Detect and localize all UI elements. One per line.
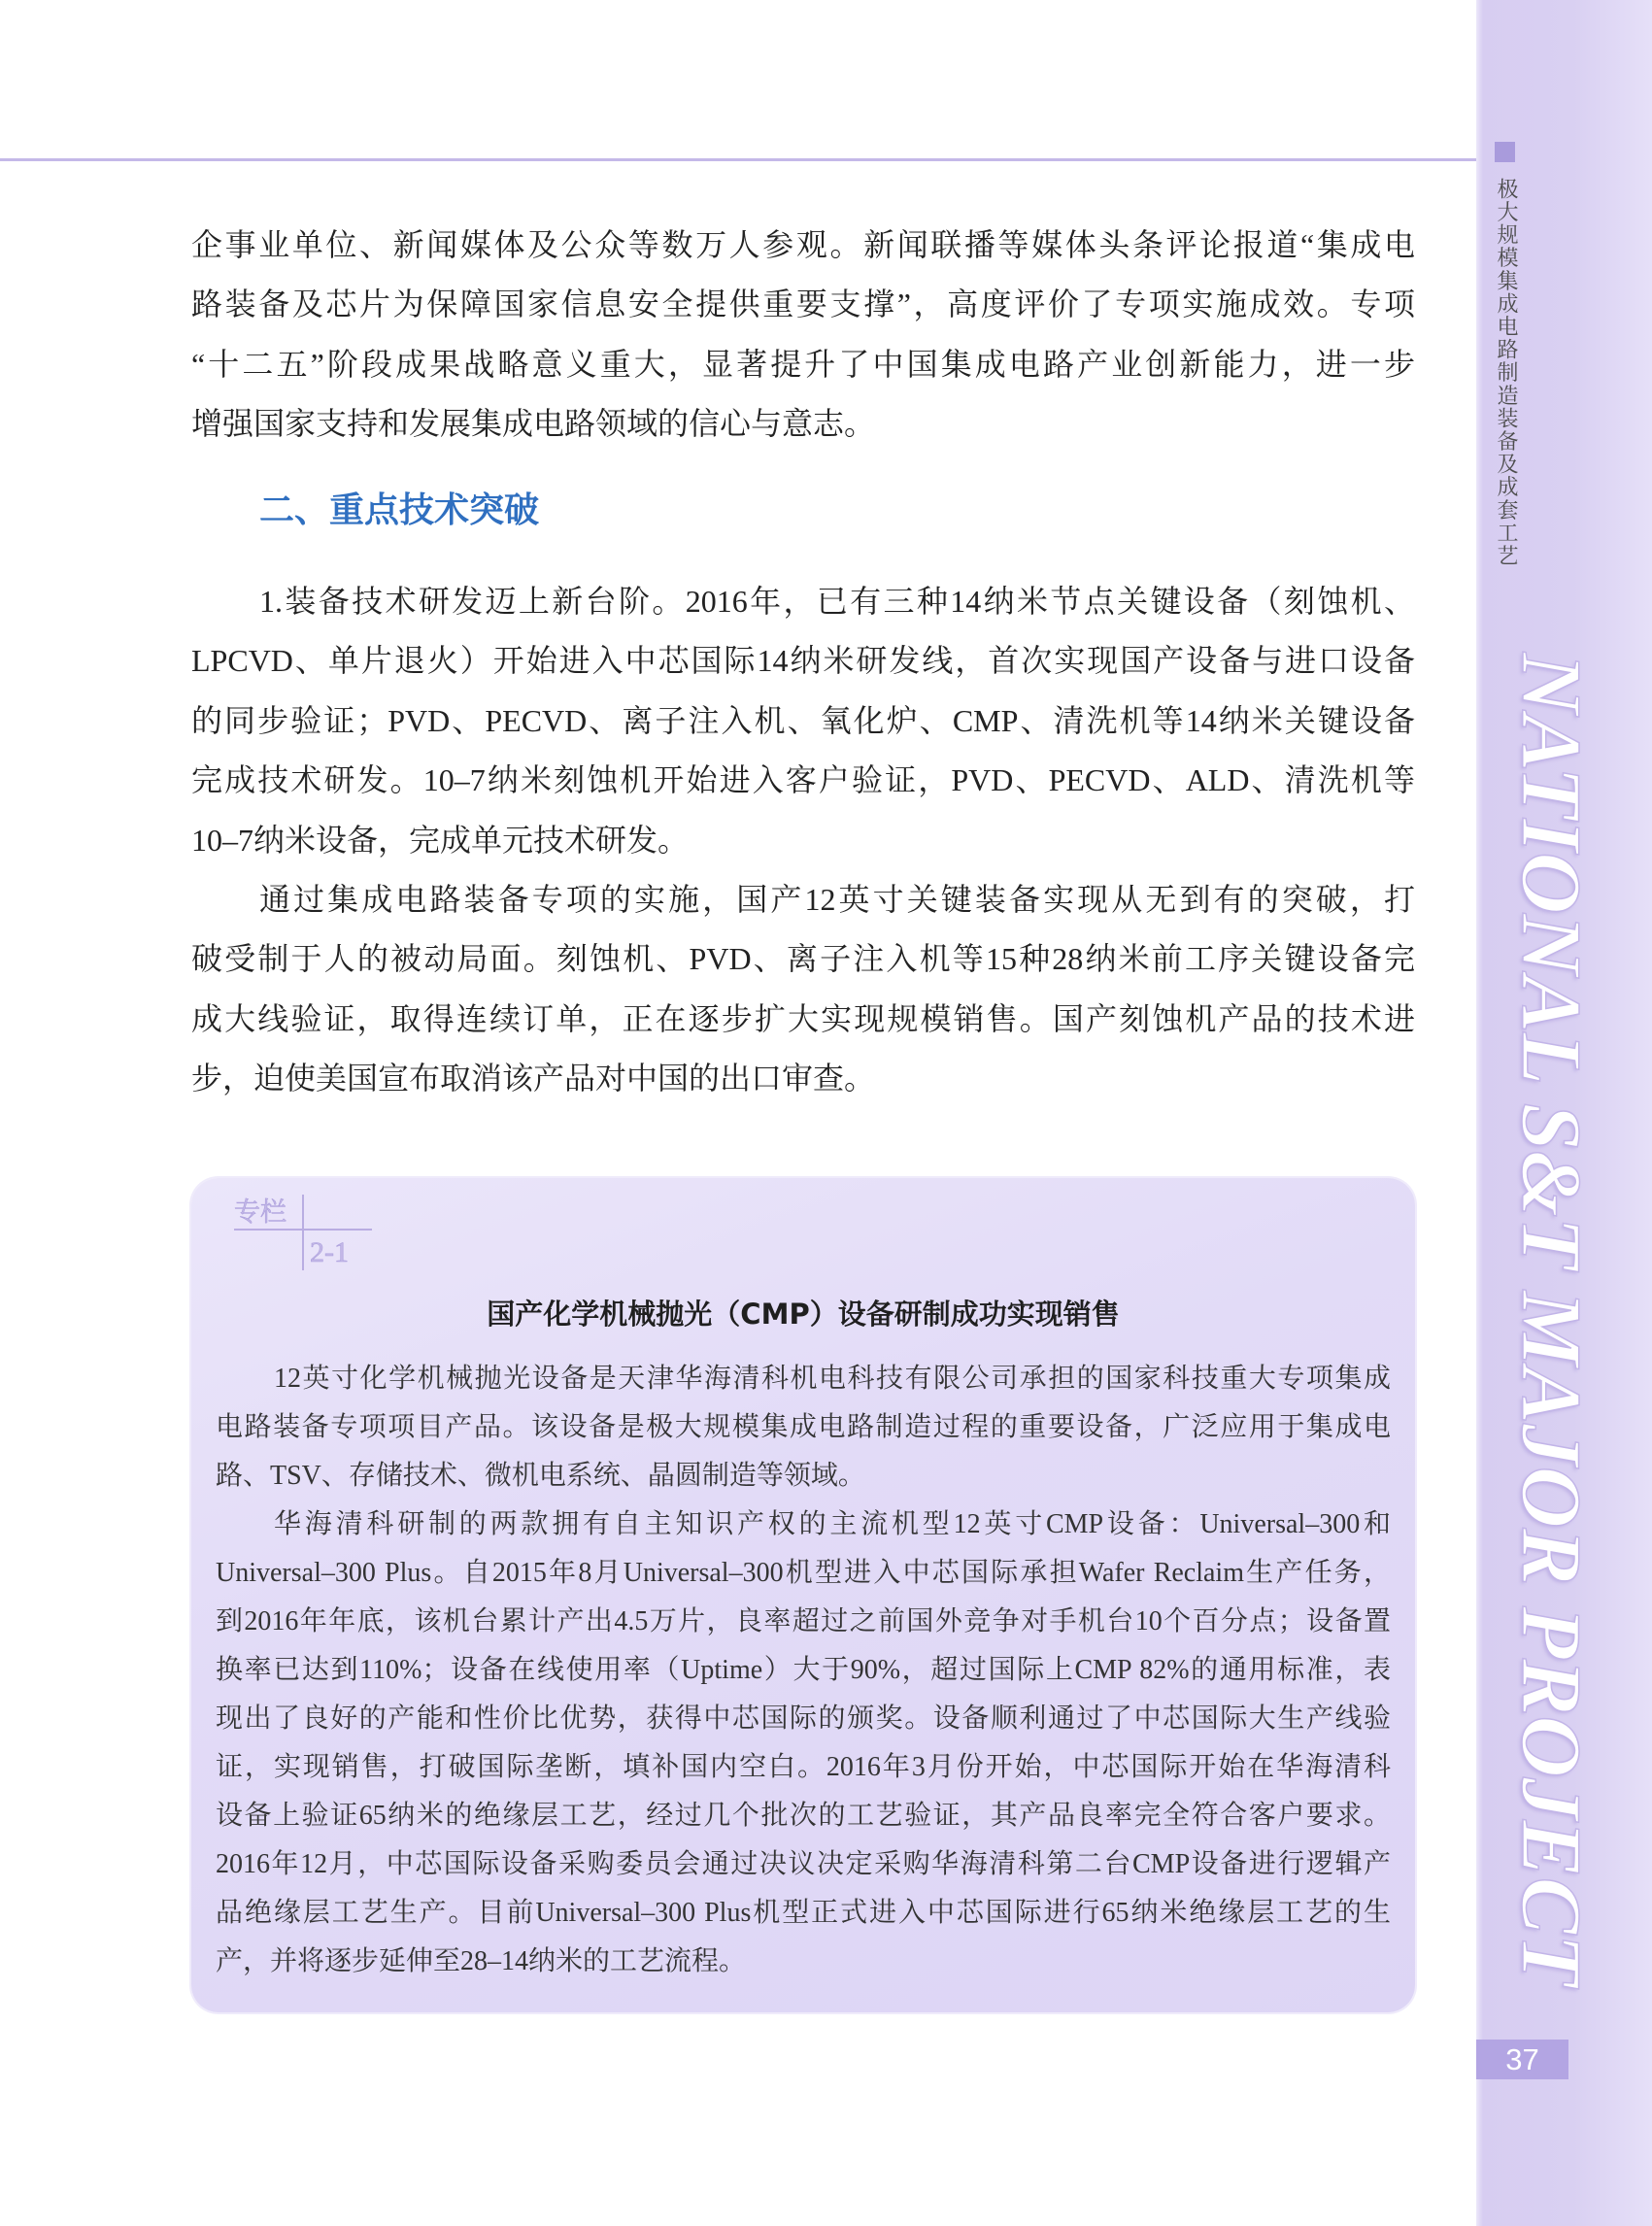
body-paragraphs: [191, 572, 1415, 1109]
text-line: 华海清科研制的两款拥有自主知识产权的主流机型12英寸CMP设备：Universal–300和: [274, 1509, 1391, 1539]
text-line: 证，实现销售，打破国际垄断，填补国内空白。2016年3月份开始，中芯国际开始在华海清科: [216, 1752, 1391, 1782]
text-line: 步，迫使美国宣布取消该产品对中国的出口审查。: [191, 1061, 876, 1096]
page-number: 37: [1476, 2040, 1568, 2079]
sidebar-marker-square: [1495, 142, 1515, 162]
feature-box-text: [216, 1355, 1391, 1986]
text-line: 成大线验证，取得连续订单，正在逐步扩大实现规模销售。国产刻蚀机产品的技术进: [191, 1000, 1415, 1036]
text-line: 2016年12月，中芯国际设备采购委员会通过决议决定采购华海清科第二台CMP设备进行逻辑产: [216, 1849, 1391, 1879]
text-line: 完成技术研发。10–7纳米刻蚀机开始进入客户验证，PVD、PECVD、ALD、清洗机等: [191, 762, 1415, 798]
text-line: 到2016年年底，该机台累计产出4.5万片，良率超过之前国外竞争对手机台10个百分点；设备置: [216, 1606, 1391, 1636]
header-rule: [0, 158, 1476, 161]
text-line: LPCVD、单片退火）开始进入中芯国际14纳米研发线，首次实现国产设备与进口设备: [191, 643, 1415, 679]
text-line: Universal–300 Plus。自2015年8月Universal–300机型进入中芯国际承担Wafer Reclaim生产任务，: [216, 1558, 1391, 1588]
series-title-vertical: 极大规模集成电路制造装备及成套工艺: [1494, 178, 1518, 568]
text-line: 1.装备技术研发迈上新台阶。2016年，已有三种14纳米节点关键设备（刻蚀机、: [259, 584, 1415, 619]
text-line: 现出了良好的产能和性价比优势，获得中芯国际的颁奖。设备顺利通过了中芯国际大生产线验: [216, 1703, 1391, 1734]
feature-box-number: 2-1: [310, 1236, 349, 1268]
text-line: 路装备及芯片为保障国家信息安全提供重要支撑”，高度评价了专项实施成效。专项: [191, 287, 1415, 322]
text-line: 的同步验证；PVD、PECVD、离子注入机、氧化炉、CMP、清洗机等14纳米关键设备: [191, 702, 1415, 738]
text-line: 路、TSV、存储技术、微机电系统、晶圆制造等领域。: [216, 1461, 865, 1491]
project-title-vertical: NATIONAL S&T MAJOR PROJECT: [1503, 653, 1598, 1987]
text-line: “十二五”阶段成果战略意义重大，显著提升了中国集成电路产业创新能力，进一步: [191, 346, 1415, 382]
feature-box: [191, 1178, 1415, 2012]
text-line: 产，并将逐步延伸至28–14纳米的工艺流程。: [216, 1946, 747, 1976]
text-line: 通过集成电路装备专项的实施，国产12英寸关键装备实现从无到有的突破，打: [259, 882, 1415, 918]
text-line: 企事业单位、新闻媒体及公众等数万人参观。新闻联播等媒体头条评论报道“集成电: [191, 227, 1415, 262]
section-heading: 二、重点技术突破: [259, 490, 540, 530]
text-line: 电路装备专项项目产品。该设备是极大规模集成电路制造过程的重要设备，广泛应用于集成电: [216, 1412, 1391, 1442]
text-line: 12英寸化学机械抛光设备是天津华海清科机电科技有限公司承担的国家科技重大专项集成: [274, 1364, 1391, 1394]
text-line: 10–7纳米设备，完成单元技术研发。: [191, 822, 690, 858]
text-line: 破受制于人的被动局面。刻蚀机、PVD、离子注入机等15种28纳米前工序关键设备完: [191, 941, 1415, 977]
text-line: 品绝缘层工艺生产。目前Universal–300 Plus机型正式进入中芯国际进行65纳米绝缘层工艺的生: [216, 1898, 1391, 1928]
continuation-paragraph: [191, 216, 1415, 455]
feature-box-label: 专栏: [234, 1197, 287, 1228]
text-line: 设备上验证65纳米的绝缘层工艺，经过几个批次的工艺验证，其产品良率完全符合客户要求。: [216, 1801, 1391, 1831]
label-divider-vertical: [302, 1195, 304, 1270]
text-line: 增强国家支持和发展集成电路领域的信心与意志。: [191, 406, 876, 442]
text-line: 换率已达到110%；设备在线使用率（Uptime）大于90%，超过国际上CMP 82%的通用标准，表: [216, 1655, 1391, 1685]
feature-box-title: 国产化学机械抛光（CMP）设备研制成功实现销售: [487, 1298, 1120, 1331]
